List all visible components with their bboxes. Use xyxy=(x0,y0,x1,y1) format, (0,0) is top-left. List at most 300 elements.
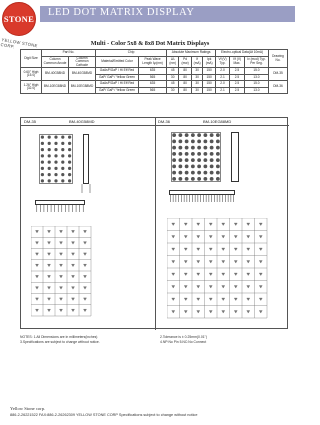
led-dot xyxy=(216,152,220,156)
led-dot xyxy=(203,152,207,156)
led-dot xyxy=(197,171,201,175)
spec-cell: 45 xyxy=(167,68,179,75)
diode-symbol xyxy=(209,223,212,226)
led-dot xyxy=(172,139,176,143)
diode-symbol xyxy=(72,230,75,233)
diode-symbol xyxy=(184,273,187,276)
diode-symbol xyxy=(259,286,262,289)
led-dot xyxy=(178,152,182,156)
led-dot xyxy=(172,146,176,150)
diode-symbol xyxy=(36,253,39,256)
spec-header-cell: Vf (V) Typ. xyxy=(216,56,230,68)
diode-symbol xyxy=(247,273,250,276)
led-dot xyxy=(68,136,71,139)
diode-symbol xyxy=(48,230,51,233)
note-line: NOTES: 1.All Dimensions are in millimeters(inches) xyxy=(20,335,98,339)
led-dot xyxy=(68,148,71,151)
page-title: LED DOT MATRIX DISPLAY xyxy=(48,7,195,18)
spec-cell: 80 xyxy=(179,87,192,94)
diode-symbol xyxy=(184,311,187,314)
drawing-code: DM-35 xyxy=(24,119,37,124)
led-dot xyxy=(216,171,220,175)
led-dot xyxy=(185,158,189,162)
spec-cell: 635 xyxy=(139,68,167,75)
spec-cell: 13.0 xyxy=(244,74,268,81)
diode-symbol xyxy=(72,287,75,290)
led-dot xyxy=(203,171,207,175)
diode-symbol xyxy=(222,298,225,301)
diode-symbol xyxy=(222,223,225,226)
diode-symbol xyxy=(184,286,187,289)
spec-header-cell: Digit Size xyxy=(21,50,42,68)
spec-cell: 0.60" High (15.0) xyxy=(21,68,42,81)
diode-symbol xyxy=(36,275,39,278)
diode-symbol xyxy=(259,236,262,239)
led-dot xyxy=(216,133,220,137)
diode-symbol xyxy=(36,264,39,267)
diode-symbol xyxy=(222,286,225,289)
led-dot xyxy=(197,146,201,150)
led-dot xyxy=(197,133,201,137)
led-dot xyxy=(48,154,51,157)
spec-cell: DM-36 xyxy=(269,81,288,94)
spec-header-cell: Δλ (nm) xyxy=(167,56,179,68)
led-dot xyxy=(210,133,214,137)
spec-cell: 2.0 xyxy=(216,81,230,88)
diode-symbol xyxy=(84,242,87,245)
led-dot xyxy=(48,148,51,151)
diode-symbol xyxy=(84,230,87,233)
led-dot xyxy=(48,179,51,182)
spec-cell: 150 xyxy=(203,68,216,75)
led-dot xyxy=(203,146,207,150)
diode-symbol xyxy=(36,230,39,233)
logo-ring-text: YELLOW STONE CORP. xyxy=(0,37,39,50)
company-logo xyxy=(2,2,36,36)
diode-symbol xyxy=(247,236,250,239)
diode-symbol xyxy=(36,287,39,290)
diode-symbol xyxy=(48,309,51,312)
diode-symbol xyxy=(36,242,39,245)
diode-symbol xyxy=(84,264,87,267)
led-dot xyxy=(41,148,44,151)
diode-symbol xyxy=(259,261,262,264)
diode-symbol xyxy=(172,248,175,251)
matrix-side-view xyxy=(231,132,239,182)
led-dot xyxy=(191,146,195,150)
diode-symbol xyxy=(247,261,250,264)
led-dot xyxy=(210,139,214,143)
diode-symbol xyxy=(184,248,187,251)
diode-symbol xyxy=(197,261,200,264)
diode-symbol xyxy=(36,298,39,301)
spec-cell: 2.5 xyxy=(230,87,245,94)
diode-symbol xyxy=(197,248,200,251)
spec-subheader-row xyxy=(21,56,288,68)
spec-cell: 2.5 xyxy=(230,81,245,88)
diode-symbol xyxy=(36,309,39,312)
spec-cell: 80 xyxy=(179,81,192,88)
led-dot xyxy=(191,139,195,143)
diode-symbol xyxy=(72,264,75,267)
led-dot xyxy=(185,152,189,156)
spec-cell: 15.0 xyxy=(244,81,268,88)
led-dot xyxy=(61,167,64,170)
spec-header-cell: Absolute Maximum Ratings xyxy=(167,50,216,57)
led-dot xyxy=(178,171,182,175)
led-dot xyxy=(191,152,195,156)
led-dot xyxy=(197,177,201,181)
spec-cell: 2.5 xyxy=(230,68,245,75)
diode-symbol xyxy=(48,242,51,245)
spec-cell: BM-10EG88ND xyxy=(42,81,69,94)
diode-symbol xyxy=(84,287,87,290)
spec-cell: 30 xyxy=(167,74,179,81)
matrix-side-view xyxy=(83,134,89,184)
diode-symbol xyxy=(84,275,87,278)
note-line: 4.NP:No Pin 5.NC:No Connect xyxy=(160,339,207,344)
diode-symbol xyxy=(72,298,75,301)
led-dot xyxy=(185,177,189,181)
led-dot xyxy=(185,139,189,143)
led-dot xyxy=(54,154,57,157)
diode-symbol xyxy=(48,275,51,278)
led-dot xyxy=(178,139,182,143)
diode-symbol xyxy=(172,261,175,264)
led-dot xyxy=(178,177,182,181)
led-dot xyxy=(210,146,214,150)
led-dot xyxy=(172,177,176,181)
led-dot xyxy=(216,177,220,181)
diode-symbol xyxy=(60,287,63,290)
led-dot xyxy=(41,136,44,139)
diode-symbol xyxy=(209,311,212,314)
led-dot xyxy=(68,154,71,157)
spec-cell: 2.1 xyxy=(216,87,230,94)
led-dot xyxy=(172,164,176,168)
diode-symbol xyxy=(259,311,262,314)
spec-cell: BM-40G58ND xyxy=(42,68,69,81)
diode-symbol xyxy=(184,223,187,226)
led-dot xyxy=(41,154,44,157)
diode-symbol xyxy=(184,236,187,239)
spec-cell: 635 xyxy=(139,81,167,88)
diode-symbol xyxy=(247,223,250,226)
led-dot xyxy=(172,152,176,156)
led-dot xyxy=(210,158,214,162)
spec-table xyxy=(20,49,288,94)
led-dot xyxy=(48,142,51,145)
diode-symbol xyxy=(48,298,51,301)
diode-symbol xyxy=(60,242,63,245)
diode-symbol xyxy=(222,261,225,264)
spec-cell: GaAsP/GaP / Hi Eff Red xyxy=(96,81,139,88)
led-dot xyxy=(210,171,214,175)
led-dot xyxy=(178,164,182,168)
spec-cell: 2.0 xyxy=(216,68,230,75)
led-dot xyxy=(41,173,44,176)
led-dot xyxy=(191,171,195,175)
led-dot xyxy=(61,142,64,145)
led-dot xyxy=(48,136,51,139)
led-dot xyxy=(216,146,220,150)
led-dot xyxy=(203,139,207,143)
diode-symbol xyxy=(84,298,87,301)
diode-symbol xyxy=(184,298,187,301)
diode-symbol xyxy=(222,273,225,276)
matrix-8x8-schematic xyxy=(167,218,279,322)
spec-header-cell: If (mA) xyxy=(191,56,202,68)
diode-symbol xyxy=(197,311,200,314)
spec-cell: BM-40G58MD xyxy=(69,68,96,81)
diode-symbol xyxy=(84,309,87,312)
led-dot xyxy=(68,179,71,182)
led-dot xyxy=(54,148,57,151)
led-dot xyxy=(172,171,176,175)
spec-cell: 150 xyxy=(203,74,216,81)
diode-symbol xyxy=(197,236,200,239)
spec-header-cell: Iv (mcd) Typ. Per Seg. xyxy=(244,56,268,68)
spec-cell: 565 xyxy=(139,87,167,94)
led-dot xyxy=(48,173,51,176)
diode-symbol xyxy=(247,298,250,301)
led-dot xyxy=(216,139,220,143)
note-line: 3.Specifications are subject to change without notice. xyxy=(20,339,100,344)
spec-cell: 2.1 xyxy=(216,74,230,81)
diode-symbol xyxy=(222,236,225,239)
note-line: 2.Tolerance is ± 0.25mm(0.01") xyxy=(160,335,207,339)
spec-cell: 150 xyxy=(203,87,216,94)
spec-cell: BM-10EG88MD xyxy=(69,81,96,94)
spec-cell: 30 xyxy=(191,81,202,88)
led-dot xyxy=(48,161,51,164)
diode-symbol xyxy=(172,223,175,226)
spec-cell: 150 xyxy=(203,81,216,88)
led-dot xyxy=(54,167,57,170)
diode-symbol xyxy=(184,261,187,264)
led-dot xyxy=(68,161,71,164)
diode-symbol xyxy=(60,253,63,256)
spec-header-cell: Column Common Anode xyxy=(42,56,69,68)
diode-symbol xyxy=(172,286,175,289)
led-dot xyxy=(191,177,195,181)
led-dot xyxy=(185,133,189,137)
led-dot xyxy=(191,133,195,137)
diode-symbol xyxy=(222,248,225,251)
diode-symbol xyxy=(60,275,63,278)
diode-symbol xyxy=(234,261,237,264)
diode-symbol xyxy=(247,311,250,314)
diode-symbol xyxy=(234,273,237,276)
spec-cell: 30 xyxy=(191,87,202,94)
diode-symbol xyxy=(209,273,212,276)
spec-cell: 80 xyxy=(179,74,192,81)
notes-left xyxy=(20,335,150,344)
drawing-header-left xyxy=(21,118,155,126)
led-dot xyxy=(61,136,64,139)
led-dot xyxy=(197,158,201,162)
diode-symbol xyxy=(172,236,175,239)
diode-symbol xyxy=(222,311,225,314)
diode-symbol xyxy=(259,248,262,251)
drawings-panel xyxy=(20,117,288,329)
led-dot xyxy=(197,164,201,168)
led-dot xyxy=(54,179,57,182)
footer-company: Yellow Stone corp. xyxy=(10,406,46,411)
diode-symbol xyxy=(60,298,63,301)
spec-cell: 80 xyxy=(179,68,192,75)
led-dot xyxy=(197,152,201,156)
led-dot xyxy=(216,158,220,162)
diode-symbol xyxy=(209,286,212,289)
led-dot xyxy=(61,161,64,164)
led-dot xyxy=(178,158,182,162)
diode-symbol xyxy=(247,286,250,289)
matrix-5x8-schematic xyxy=(31,226,141,321)
led-dot xyxy=(178,146,182,150)
diode-symbol xyxy=(172,273,175,276)
spec-cell: 45 xyxy=(167,81,179,88)
spec-cell: DM-35 xyxy=(269,68,288,81)
led-dot xyxy=(54,136,57,139)
diode-symbol xyxy=(48,253,51,256)
spec-cell: 15.0 xyxy=(244,68,268,75)
diode-symbol xyxy=(247,248,250,251)
spec-header-cell: Electro-optical Data(At 10mA) xyxy=(216,50,269,57)
bottom-view-pins xyxy=(35,205,85,213)
led-dot xyxy=(191,164,195,168)
led-dot xyxy=(68,167,71,170)
matrix-5x8-front-view xyxy=(39,134,73,184)
spec-cell: 30 xyxy=(191,74,202,81)
led-dot xyxy=(178,133,182,137)
led-dot xyxy=(197,139,201,143)
logo-name: STONE xyxy=(3,14,35,24)
diode-symbol xyxy=(197,223,200,226)
diode-symbol xyxy=(209,236,212,239)
led-dot xyxy=(61,148,64,151)
led-dot xyxy=(54,142,57,145)
diode-symbol xyxy=(197,286,200,289)
diode-symbol xyxy=(84,253,87,256)
led-dot xyxy=(61,179,64,182)
spec-header-cell: Drawing No. xyxy=(269,50,288,68)
spec-cell: 13.0 xyxy=(244,87,268,94)
diode-symbol xyxy=(72,242,75,245)
spec-header-cell: Column Common Cathode xyxy=(69,56,96,68)
diode-symbol xyxy=(234,286,237,289)
led-dot xyxy=(191,158,195,162)
led-dot xyxy=(203,177,207,181)
spec-cell: GaP/ GaP / Yellow Green xyxy=(96,87,139,94)
led-dot xyxy=(185,164,189,168)
led-dot xyxy=(185,146,189,150)
led-dot xyxy=(61,154,64,157)
matrix-8x8-front-view xyxy=(171,132,221,182)
diode-symbol xyxy=(234,311,237,314)
side-view-pins xyxy=(79,184,93,194)
led-dot xyxy=(216,164,220,168)
led-dot xyxy=(54,161,57,164)
bottom-view-pins xyxy=(169,195,235,203)
diode-symbol xyxy=(172,298,175,301)
led-dot xyxy=(210,177,214,181)
diode-symbol xyxy=(48,287,51,290)
diode-symbol xyxy=(72,309,75,312)
diode-symbol xyxy=(209,298,212,301)
led-dot xyxy=(203,133,207,137)
diode-symbol xyxy=(234,248,237,251)
spec-cell: 1.26" High (32.0) xyxy=(21,81,42,94)
diode-symbol xyxy=(259,223,262,226)
spec-cell: 30 xyxy=(191,68,202,75)
spec-header-cell: Peak Wave Length λp(nm) xyxy=(139,56,167,68)
diode-symbol xyxy=(60,309,63,312)
diode-symbol xyxy=(234,298,237,301)
spec-header-cell: Vf (V) Max. xyxy=(230,56,245,68)
led-dot xyxy=(41,142,44,145)
diode-symbol xyxy=(209,261,212,264)
led-dot xyxy=(68,142,71,145)
led-dot xyxy=(172,133,176,137)
spec-cell: GaAsP/GaP / Hi Eff Red xyxy=(96,68,139,75)
drawing-part: BM-10EG88MD xyxy=(203,119,232,124)
diode-symbol xyxy=(234,223,237,226)
led-dot xyxy=(41,161,44,164)
diode-symbol xyxy=(72,275,75,278)
spec-header-cell: Chip xyxy=(96,50,167,57)
led-dot xyxy=(48,167,51,170)
diode-symbol xyxy=(209,248,212,251)
led-dot xyxy=(41,167,44,170)
led-dot xyxy=(210,164,214,168)
led-dot xyxy=(185,171,189,175)
led-dot xyxy=(210,152,214,156)
spec-cell: GaP/ GaP / Yellow Green xyxy=(96,74,139,81)
page-subtitle: Multi - Color 5x8 & 8x8 Dot Matrix Displays xyxy=(90,40,210,47)
spec-header-cell: Part No. xyxy=(42,50,96,57)
led-dot xyxy=(203,158,207,162)
led-dot xyxy=(203,164,207,168)
led-dot xyxy=(41,179,44,182)
title-bar xyxy=(40,6,295,22)
diode-symbol xyxy=(197,273,200,276)
footer-contact: 886-2-26221522 FAX:886-2-26262309 YELLOW STONE CORP Specifications subject to change without notice xyxy=(10,413,198,417)
diode-symbol xyxy=(259,298,262,301)
spec-cell: 2.5 xyxy=(230,74,245,81)
diode-symbol xyxy=(172,311,175,314)
spec-cell: 565 xyxy=(139,74,167,81)
diode-symbol xyxy=(60,264,63,267)
spec-cell: 30 xyxy=(167,87,179,94)
drawing-header-right xyxy=(155,118,289,126)
diode-symbol xyxy=(234,236,237,239)
diode-symbol xyxy=(48,264,51,267)
spec-header-cell: Material/Emitted Color xyxy=(96,56,139,68)
drawing-part: BM-40G58MD xyxy=(69,119,95,124)
diode-symbol xyxy=(60,230,63,233)
led-dot xyxy=(54,173,57,176)
spec-header-cell: Ipk (mA) xyxy=(203,56,216,68)
panel-divider xyxy=(155,118,156,330)
drawing-code: DM-36 xyxy=(158,119,171,124)
diode-symbol xyxy=(259,273,262,276)
led-dot xyxy=(61,173,64,176)
diode-symbol xyxy=(72,253,75,256)
led-dot xyxy=(172,158,176,162)
spec-header-cell: Pd (mw) xyxy=(179,56,192,68)
led-dot xyxy=(68,173,71,176)
